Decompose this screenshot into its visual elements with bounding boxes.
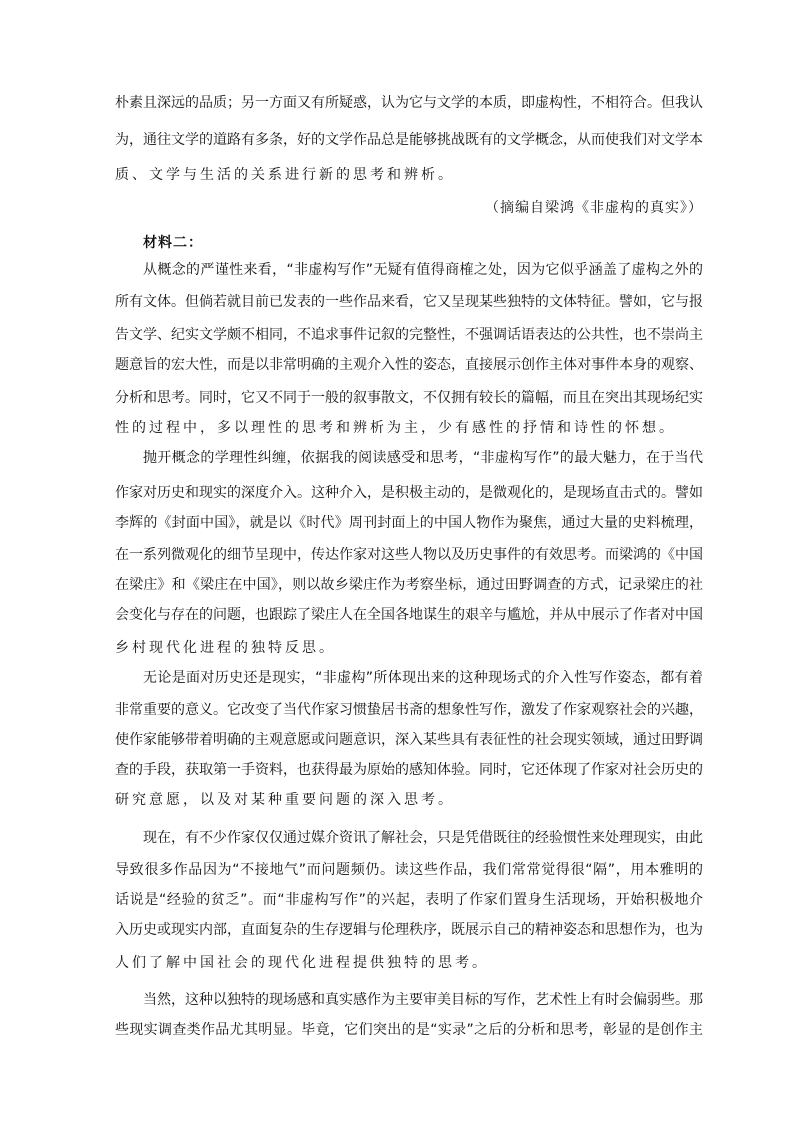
text-line: 现在，有不少作家仅仅通过媒介资讯了解社会，只是凭借既往的经验惯性来处理现实，由此: [143, 830, 703, 846]
text-line: 导致很多作品因为“不接地气”而问题频仍。读这些作品，我们常常觉得很“隔”，用本雅明的: [115, 862, 703, 878]
text-line: 在一系列微观化的细节呈现中，传达作家对这些人物以及历史事件的有效思考。而梁鸿的《中国: [115, 547, 703, 563]
text-line: 在梁庄》和《梁庄在中国》，则以故乡梁庄作为考察坐标，通过田野调查的方式，记录梁庄的社: [115, 577, 703, 593]
text-line: 无论是面对历史还是现实，“非虚构”所体现出来的这种现场式的介入性写作姿态，都有着: [143, 670, 703, 686]
citation-text: （摘编自梁鸿《非虚构的真实》）: [485, 200, 703, 216]
text-line: 非常重要的意义。它改变了当代作家习惯蛰居书斋的想象性写作，激发了作家观察社会的兴趣，: [115, 702, 703, 718]
text-line: 当然，这种以独特的现场感和真实感作为主要审美目标的写作，艺术性上有时会偏弱些。那: [143, 992, 703, 1008]
text-line: 查的手段，获取第一手资料，也获得最为原始的感知体验。同时，它还体现了作家对社会历史的: [115, 762, 703, 778]
text-line: 研究意愿，以及对某种重要问题的深入思考。: [115, 792, 455, 808]
text-line: 从概念的严谨性来看，“非虚构写作”无疑有值得商榷之处，因为它似乎涵盖了虚构之外的: [143, 262, 703, 278]
heading-text: 材料二：: [143, 235, 203, 251]
text-line: 入历史或现实内部，直面复杂的生存逻辑与伦理秩序，既展示自己的精神姿态和思想作为，也为: [115, 922, 703, 938]
text-line: 李辉的《封面中国》，就是以《时代》周刊封面上的中国人物作为聚焦，通过大量的史料梳理，: [115, 515, 703, 531]
text-line: 朴素且深远的品质；另一方面又有所疑惑，认为它与文学的本质，即虚构性，不相符合。但我认: [115, 95, 703, 111]
text-line: 分析和思考。同时，它又不同于一般的叙事散文，不仅拥有较长的篇幅，而且在突出其现场纪实: [115, 390, 703, 406]
text-line: 性的过程中，多以理性的思考和辨析为主，少有感性的抒情和诗性的怀想。: [115, 420, 676, 436]
text-line: 些现实调查类作品尤其明显。毕竟，它们突出的是“实录”之后的分析和思考，彰显的是创作主: [115, 1022, 703, 1038]
text-line: 质、文学与生活的关系进行新的思考和辨析。: [115, 167, 455, 183]
text-line: 题意旨的宏大性，而是以非常明确的主观介入性的姿态，直接展示创作主体对事件本身的观察、: [115, 357, 703, 373]
text-line: 抛开概念的学理性纠缠，依据我的阅读感受和思考，“非虚构写作”的最大魅力，在于当代: [143, 450, 703, 466]
text-line: 人们了解中国社会的现代化进程提供独特的思考。: [115, 955, 489, 971]
text-line: 告文学、纪实文学颇不相同，不追求事件记叙的完整性，不强调话语表达的公共性，也不崇尚主: [115, 327, 703, 343]
text-line: 作家对历史和现实的深度介入。这种介入，是积极主动的，是微观化的，是现场直击式的。譬如: [115, 485, 703, 501]
text-line: 所有文体。但倘若就目前已发表的一些作品来看，它又呈现某些独特的文体特征。譬如，它与报: [115, 294, 703, 310]
text-line: 话说是“经验的贫乏”。而“非虚构写作”的兴起，表明了作家们置身生活现场，开始积极地介: [115, 892, 703, 908]
text-line: 使作家能够带着明确的主观意愿或问题意识，深入某些具有表征性的社会现实领域，通过田野调: [115, 732, 703, 748]
text-line: 为，通往文学的道路有多条，好的文学作品总是能够挑战既有的文学概念，从而使我们对文学本: [115, 132, 703, 148]
text-line: 会变化与存在的问题，也跟踪了梁庄人在全国各地谋生的艰辛与尴尬，并从中展示了作者对中国: [115, 607, 703, 623]
text-line: 乡村现代化进程的独特反思。: [115, 640, 336, 656]
